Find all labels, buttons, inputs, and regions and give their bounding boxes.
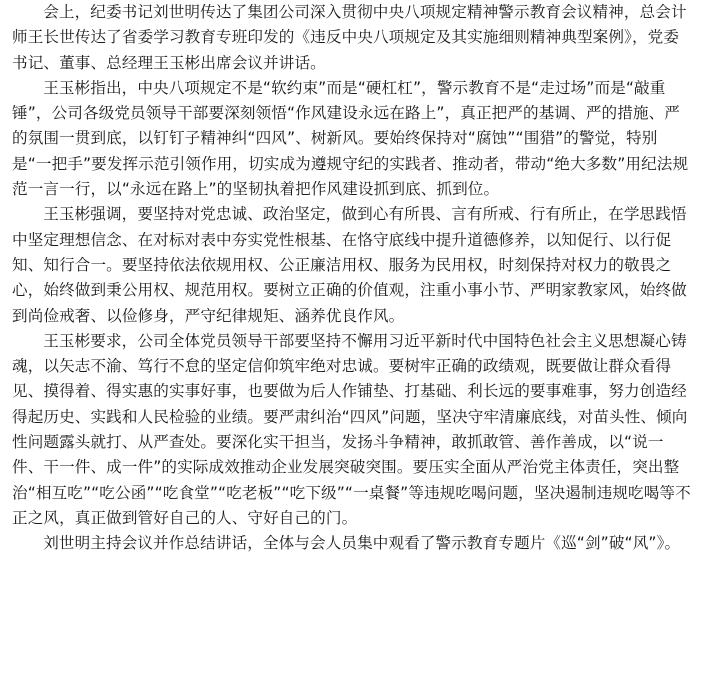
paragraph-closing: 刘世明主持会议并作总结讲话，全体与会人员集中观看了警示教育专题片《巡“剑”破“风”》。 [43,534,681,553]
paragraph-leader-points: 王玉彬指出，中央八项规定不是“软约束”而是“硬杠杠”，警示教育不是“走过场”而是“敲重锤”，公司各级党员领导干部要深刻领悟“作风建设永远在路上”，真正把严的基调、严的措施、严的氛围一贯到底，以钉钉子精神纠“四风”、树新风。要始终保持对“腐蚀”“围猎”的警觉，特别是“一把手”要发挥示范引领作用，切实成为遵规守纪的实践者、推动者，带动“绝大多数”用纪法规范一言一行，以“永远在路上”的坚韧执着把作风建设抓到底、抓到位。 [12,78,689,199]
paragraph-leader-requirements: 王玉彬要求，公司全体党员领导干部要坚持不懈用习近平新时代中国特色社会主义思想凝心铸魂，以矢志不渝、笃行不怠的坚定信仰筑牢绝对忠诚。要树牢正确的政绩观，既要做让群众看得见、摸得着、得实惠的实事好事，也要做为后人作铺垫、打基础、利长远的要事难事，努力创造经得起历史、实践和人民检验的业绩。要严肃纠治“四风”问题，坚决守牢清廉底线，对苗头性、倾向性问题露头就打、从严查处。要深化实干担当，发扬斗争精神，敢抓敢管、善作善成，以“说一件、干一件、成一件”的实际成效推动企业发展突破突围。要压实全面从严治党主体责任，突出整治“相互吃”“吃公函”“吃食堂”“吃老板”“吃下级”“一桌餐”等违规吃喝问题，坚决遏制违规吃喝等不正之风，真正做到管好自己的人、守好自己的门。 [12,331,691,527]
paragraph-meeting-intro: 会上，纪委书记刘世明传达了集团公司深入贯彻中央八项规定精神警示教育会议精神，总会计师王长世传达了省委学习教育专班印发的《违反中央八项规定及其实施细则精神典型案例》，党委书记、董事、总经理王玉彬出席会议并讲话。 [12,3,687,72]
paragraph-leader-emphasis: 王玉彬强调，要坚持对党忠诚、政治坚定，做到心有所畏、言有所戒、行有所止，在学思践悟中坚定理想信念、在对标对表中夯实党性根基、在恪守底线中提升道德修养，以知促行、以行促知、知行合一。要坚持依法依规用权、公正廉洁用权、服务为民用权，时刻保持对权力的敬畏之心，始终做到秉公用权、规范用权。要树立正确的价值观，注重小事小节、严明家教家风，始终做到尚俭戒奢、以俭修身，严守纪律规矩、涵养优良作风。 [12,205,687,325]
